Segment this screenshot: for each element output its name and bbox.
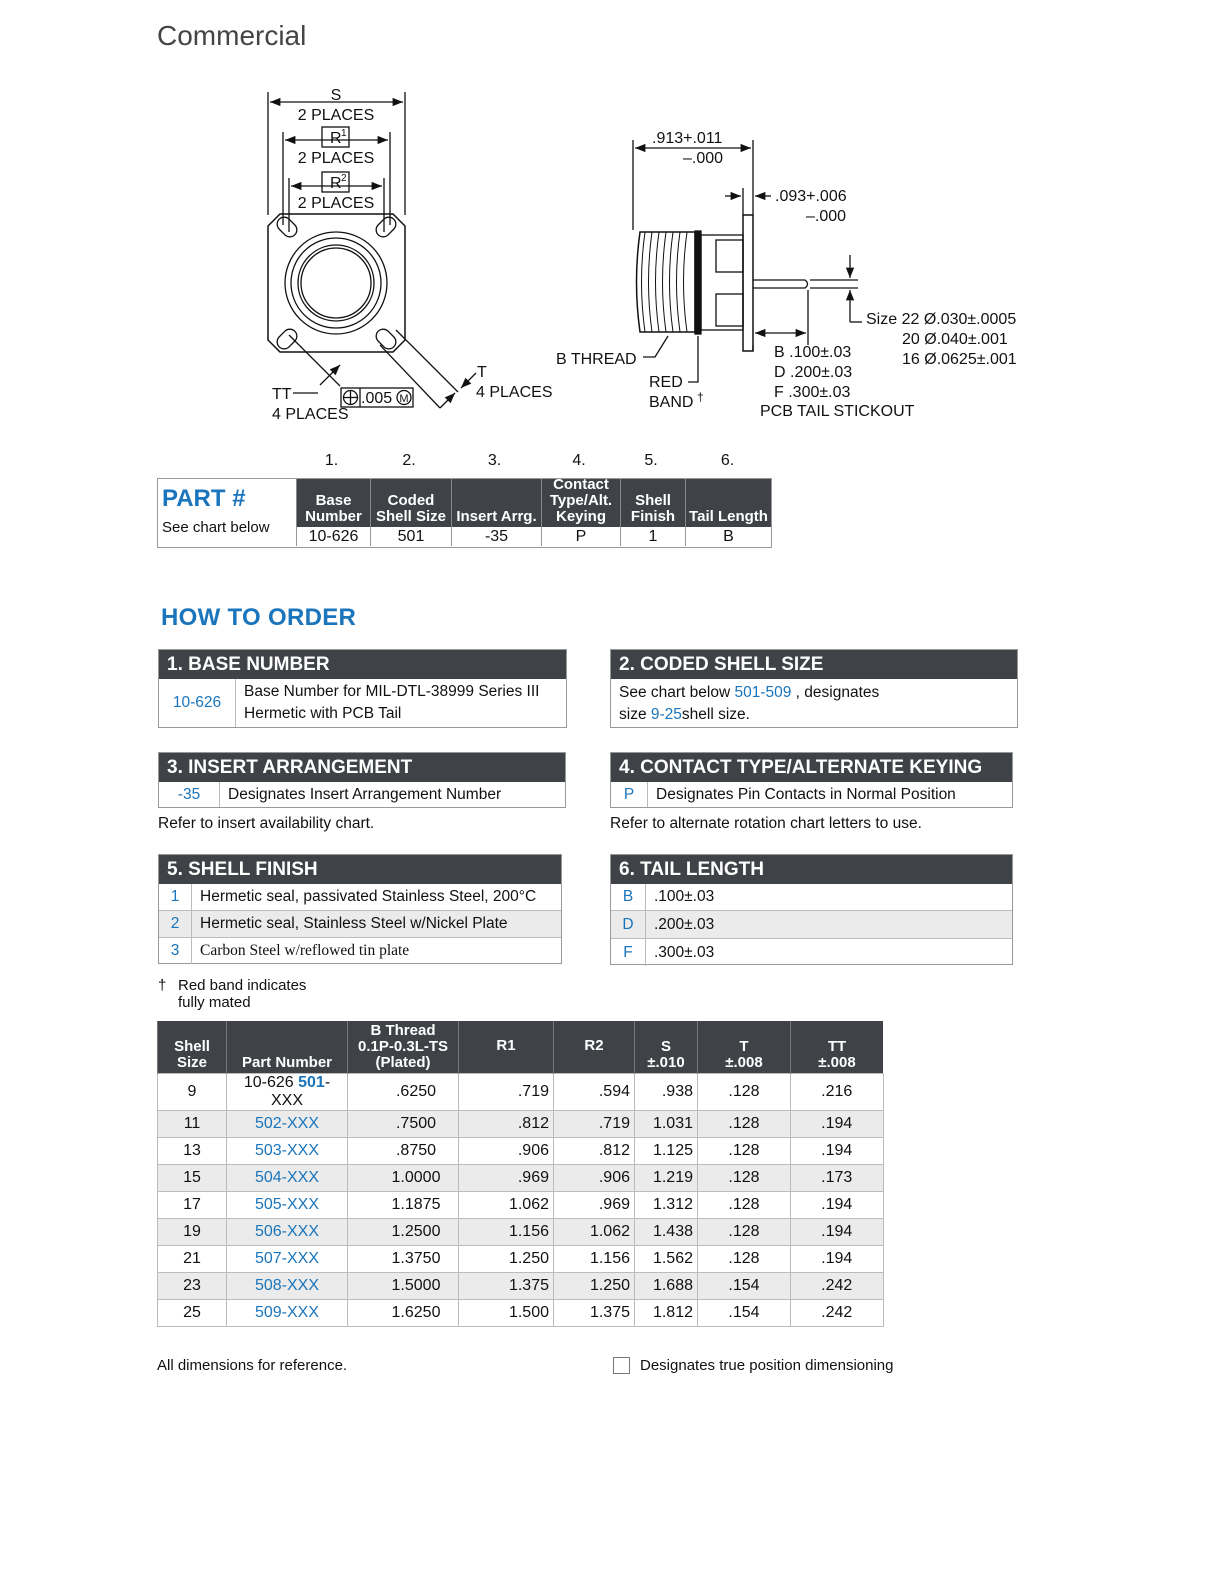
head-shell-finish: Shell Finish xyxy=(620,479,685,527)
dimension-table xyxy=(157,1021,884,1327)
section-head: 1. BASE NUMBER xyxy=(159,650,566,679)
contact-code: P xyxy=(611,782,648,807)
table-row: 13 503-XXX .8750 .906 .812 1.125 .128 .194 xyxy=(158,1138,884,1165)
contact-size-22: Size 22 Ø.030±.0005 xyxy=(866,311,1017,328)
val-shell-finish: 1 xyxy=(620,527,685,546)
tail-d: D .200±.03 xyxy=(774,364,853,381)
connector-drawings xyxy=(0,0,1224,440)
table-row: 25 509-XXX 1.6250 1.500 1.375 1.812 .154 .242 xyxy=(158,1300,884,1327)
list-item: D .200±.03 xyxy=(611,910,1012,938)
col-num-4: 4. xyxy=(572,452,586,469)
r1-superscript: 1 xyxy=(341,128,347,139)
dagger-mark: † xyxy=(697,390,704,404)
r1-places: 2 PLACES xyxy=(297,150,375,167)
coded-shell-desc: See chart below 501-509 , designates size 9-25shell size. xyxy=(619,684,880,723)
red-band-label: RED xyxy=(649,374,683,391)
length-dim-bottom: –.000 xyxy=(683,150,724,167)
section-base-number xyxy=(158,649,567,728)
section-contact-type xyxy=(610,752,1013,808)
tail-caption: PCB TAIL STICKOUT xyxy=(760,403,915,420)
table-row: 21 507-XXX 1.3750 1.250 1.156 1.562 .128 .194 xyxy=(158,1246,884,1273)
list-item: 1 Hermetic seal, passivated Stainless Steel, 200°C xyxy=(159,884,561,910)
list-item: 3 Carbon Steel w/reflowed tin plate xyxy=(159,937,561,964)
flange-dim-bottom: –.000 xyxy=(806,208,847,225)
list-item: F .300±.03 xyxy=(611,938,1012,966)
val-insert-arrg: -35 xyxy=(451,527,541,546)
col-num-6: 6. xyxy=(720,452,735,469)
true-position-legend: Designates true position dimensioning xyxy=(613,1357,893,1374)
band-label: BAND xyxy=(649,394,694,411)
val-base-number: 10-626 xyxy=(296,527,370,546)
val-tail-length: B xyxy=(685,527,771,546)
head-base-number: Base Number xyxy=(296,479,370,527)
list-item: B .100±.03 xyxy=(611,884,1012,910)
page-title: Commercial xyxy=(157,20,307,51)
col-num-2: 2. xyxy=(402,452,416,469)
col-num-3: 3. xyxy=(487,452,502,469)
section-tail-length xyxy=(610,854,1013,965)
t-places: 4 PLACES xyxy=(476,384,553,401)
val-coded-shell-size: 501 xyxy=(370,527,451,546)
tail-f: F .300±.03 xyxy=(774,384,851,401)
col-num-5: 5. xyxy=(644,452,658,469)
t-label: T xyxy=(477,364,487,381)
footer-note: All dimensions for reference. xyxy=(157,1357,348,1374)
section-insert-arrangement xyxy=(158,752,566,808)
r2-places: 2 PLACES xyxy=(297,195,375,212)
red-band-footnote: † Red band indicates fully mated xyxy=(158,977,307,1011)
section-coded-shell-size xyxy=(610,649,1018,728)
tolerance-value: .005 xyxy=(361,390,393,407)
val-contact-type: P xyxy=(541,527,620,546)
b-thread-label: B THREAD xyxy=(556,351,637,368)
table-row: 23 508-XXX 1.5000 1.375 1.250 1.688 .154 .242 xyxy=(158,1273,884,1300)
section-shell-finish xyxy=(158,854,562,964)
section-head: 3. INSERT ARRANGEMENT xyxy=(159,753,565,782)
r1-label: R xyxy=(330,130,342,147)
r2-label: R xyxy=(330,175,342,192)
mmc-modifier: M xyxy=(399,393,409,405)
contact-size-20: 20 Ø.040±.001 xyxy=(902,331,1008,348)
section-head: 6. TAIL LENGTH xyxy=(611,855,1012,884)
section-head: 2. CODED SHELL SIZE xyxy=(611,650,1017,679)
section-head: 5. SHELL FINISH xyxy=(159,855,561,884)
table-row: 17 505-XXX 1.1875 1.062 .969 1.312 .128 .194 xyxy=(158,1192,884,1219)
part-number-label: PART # xyxy=(162,485,246,512)
base-number-code: 10-626 xyxy=(159,679,236,727)
list-item: 2 Hermetic seal, Stainless Steel w/Nickel Plate xyxy=(159,910,561,937)
table-row: 15 504-XXX 1.0000 .969 .906 1.219 .128 .173 xyxy=(158,1165,884,1192)
tt-label: TT xyxy=(272,386,292,403)
r2-superscript: 2 xyxy=(341,173,347,184)
head-tail-length: Tail Length xyxy=(685,479,771,527)
table-header: Shell Size Part Number B Thread 0.1P-0.3L-TS (Plated) R1 R2 S ±.010 T ±.008 TT ±.008 xyxy=(158,1021,884,1074)
front-view-drawing xyxy=(268,92,476,408)
tail-b: B .100±.03 xyxy=(774,344,852,361)
contact-size-16: 16 Ø.0625±.001 xyxy=(902,351,1017,368)
s-label: S xyxy=(330,87,342,104)
insert-desc: Designates Insert Arrangement Number xyxy=(228,786,502,803)
table-row: 9 10-626 501-XXX .6250 .719 .594 .938 .128 .216 xyxy=(158,1074,884,1111)
how-to-order-heading: HOW TO ORDER xyxy=(161,604,357,631)
base-number-desc: Base Number for MIL-DTL-38999 Series III Hermetic with PCB Tail xyxy=(244,683,540,722)
flange-dim-top: .093+.006 xyxy=(775,188,847,205)
contact-note: Refer to alternate rotation chart letters to use. xyxy=(610,815,922,832)
length-dim-top: .913+.011 xyxy=(652,130,723,147)
insert-note: Refer to insert availability chart. xyxy=(158,815,375,832)
table-row: 19 506-XXX 1.2500 1.156 1.062 1.438 .128 .194 xyxy=(158,1219,884,1246)
head-contact-type: Contact Type/Alt. Keying xyxy=(541,479,620,527)
head-insert-arrg: Insert Arrg. xyxy=(451,479,541,527)
section-head: 4. CONTACT TYPE/ALTERNATE KEYING xyxy=(611,753,1012,782)
s-places: 2 PLACES xyxy=(297,107,375,124)
insert-code: -35 xyxy=(159,782,220,807)
tt-places: 4 PLACES xyxy=(272,406,349,423)
table-row: 11 502-XXX .7500 .812 .719 1.031 .128 .194 xyxy=(158,1111,884,1138)
part-number-sub: See chart below xyxy=(162,519,270,536)
col-num-1: 1. xyxy=(324,452,339,469)
part-number-box xyxy=(157,478,772,548)
head-coded-shell-size: Coded Shell Size xyxy=(370,479,451,527)
contact-desc: Designates Pin Contacts in Normal Position xyxy=(656,786,956,803)
true-position-box-icon xyxy=(613,1357,630,1374)
